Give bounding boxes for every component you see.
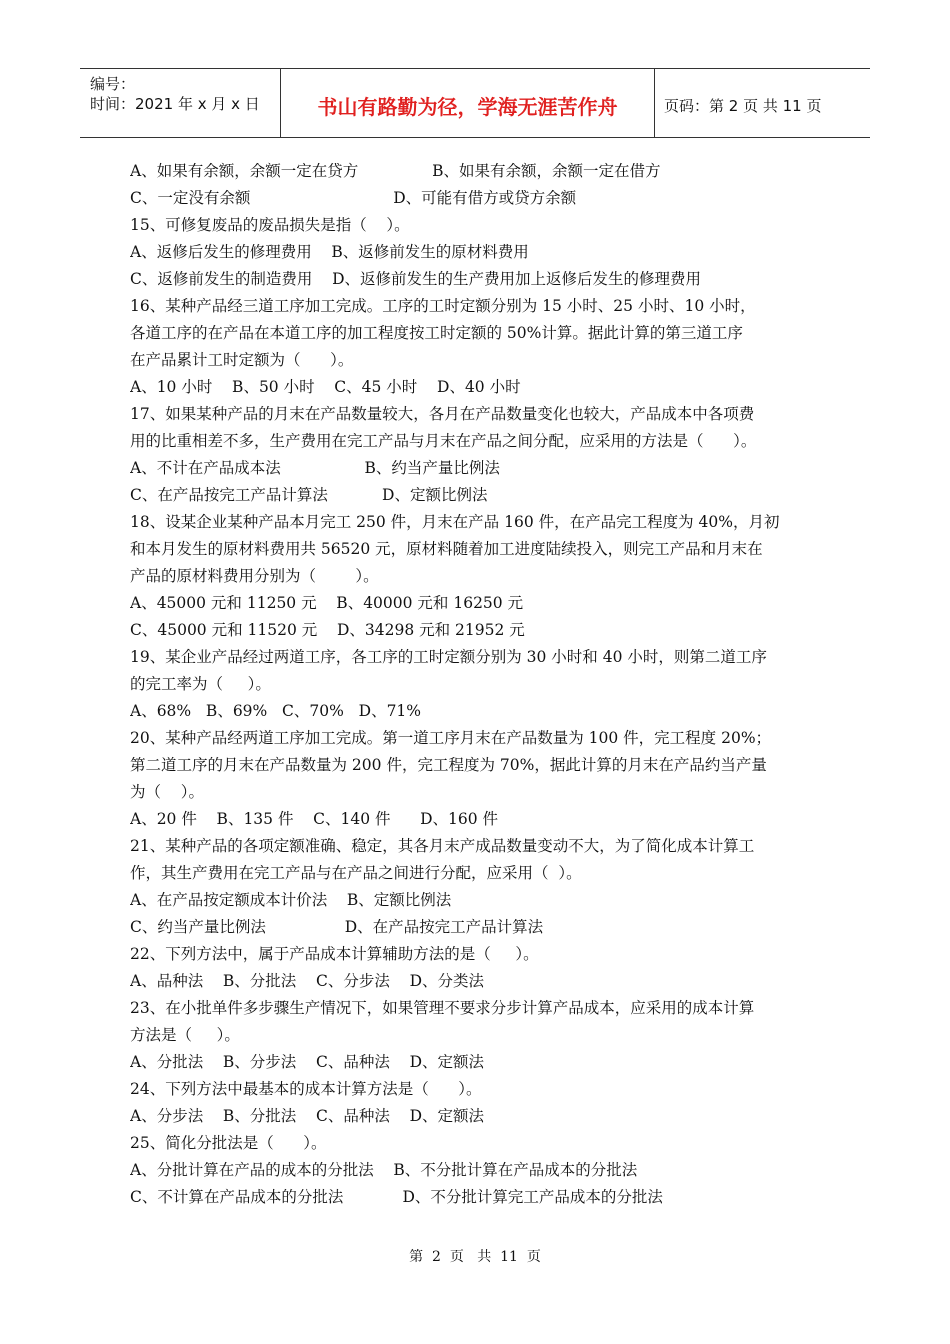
text-line: C、一定没有余额 D、可能有借方或贷方余额 xyxy=(130,189,577,207)
page-info: 页码：第 2 页 共 11 页 xyxy=(664,97,822,115)
header-left-cell xyxy=(80,69,280,137)
text-line: 第二道工序的月末在产品数量为 200 件，完工程度为 70%，据此计算的月末在产品约当产量 xyxy=(130,756,767,774)
text-line: C、45000 元和 11520 元 D、34298 元和 21952 元 xyxy=(130,621,525,639)
text-line: A、10 小时 B、50 小时 C、45 小时 D、40 小时 xyxy=(130,378,521,396)
text-line: 用的比重相差不多，生产费用在完工产品与月末在产品之间分配，应采用的方法是（ ）。 xyxy=(130,432,757,450)
number-label: 编号： xyxy=(90,75,136,93)
text-line: 22、下列方法中，属于产品成本计算辅助方法的是（ ）。 xyxy=(130,945,539,963)
text-line: A、分批计算在产品的成本的分批法 B、不分批计算在产品成本的分批法 xyxy=(130,1161,638,1179)
text-line: A、68% B、69% C、70% D、71% xyxy=(130,702,422,720)
text-line: 24、下列方法中最基本的成本计算方法是（ ）。 xyxy=(130,1080,482,1098)
text-line: 19、某企业产品经过两道工序，各工序的工时定额分别为 30 小时和 40 小时，则第二道工序 xyxy=(130,648,767,666)
header-right-cell xyxy=(654,69,870,137)
text-line: C、在产品按完工产品计算法 D、定额比例法 xyxy=(130,486,488,504)
text-line: A、20 件 B、135 件 C、140 件 D、160 件 xyxy=(130,810,499,828)
text-line: 21、某种产品的各项定额准确、稳定，其各月末产成品数量变动不大，为了简化成本计算工 xyxy=(130,837,755,855)
text-line: C、约当产量比例法 D、在产品按完工产品计算法 xyxy=(130,918,544,936)
text-line: A、品种法 B、分批法 C、分步法 D、分类法 xyxy=(130,972,484,990)
text-line: 在产品累计工时定额为（ ）。 xyxy=(130,351,354,369)
text-line: 作，其生产费用在完工产品与在产品之间进行分配，应采用（ ）。 xyxy=(130,864,582,882)
text-line: 的完工率为（ ）。 xyxy=(130,675,271,693)
text-line: 25、简化分批法是（ ）。 xyxy=(130,1134,327,1152)
text-line: A、不计在产品成本法 B、约当产量比例法 xyxy=(130,459,500,477)
text-line: A、分批法 B、分步法 C、品种法 D、定额法 xyxy=(130,1053,484,1071)
text-line: 方法是（ ）。 xyxy=(130,1026,240,1044)
header-middle-cell xyxy=(280,69,655,137)
text-line: 20、某种产品经两道工序加工完成。第一道工序月末在产品数量为 100 件，完工程度 20%； xyxy=(130,729,772,747)
text-line: 17、如果某种产品的月末在产品数量较大，各月在产品数量变化也较大，产品成本中各项费 xyxy=(130,405,755,423)
text-line: A、在产品按定额成本计价法 B、定额比例法 xyxy=(130,891,452,909)
text-line: C、不计算在产品成本的分批法 D、不分批计算完工产品成本的分批法 xyxy=(130,1188,663,1206)
page-footer: 第 2 页 共 11 页 xyxy=(409,1249,541,1265)
text-line: A、返修后发生的修理费用 B、返修前发生的原材料费用 xyxy=(130,243,529,261)
text-line: A、如果有余额，余额一定在贷方 B、如果有余额，余额一定在借方 xyxy=(130,162,661,180)
text-line: 和本月发生的原材料费用共 56520 元，原材料随着加工进度陆续投入，则完工产品和月末在 xyxy=(130,540,763,558)
text-line: A、45000 元和 11250 元 B、40000 元和 16250 元 xyxy=(130,594,524,612)
question-content xyxy=(130,158,820,1211)
text-line: 为（ ）。 xyxy=(130,783,204,801)
text-line: 18、设某企业某种产品本月完工 250 件，月末在产品 160 件，在产品完工程度为 40%，月初 xyxy=(130,513,780,531)
date-line: 时间：2021 年 x 月 x 日 xyxy=(90,95,260,113)
text-line: 16、某种产品经三道工序加工完成。工序的工时定额分别为 15 小时、25 小时、10 小时， xyxy=(130,297,756,315)
motto: 书山有路勤为径，学海无涯苦作舟 xyxy=(317,95,618,119)
page-header xyxy=(80,68,870,138)
text-line: 15、可修复废品的废品损失是指（ ）。 xyxy=(130,216,410,234)
text-line: 各道工序的在产品在本道工序的加工程度按工时定额的 50%计算。据此计算的第三道工序 xyxy=(130,324,743,342)
text-line: C、返修前发生的制造费用 D、返修前发生的生产费用加上返修后发生的修理费用 xyxy=(130,270,701,288)
text-line: A、分步法 B、分批法 C、品种法 D、定额法 xyxy=(130,1107,484,1125)
text-line: 产品的原材料费用分别为（ ）。 xyxy=(130,567,379,585)
text-line: 23、在小批单件多步骤生产情况下，如果管理不要求分步计算产品成本，应采用的成本计算 xyxy=(130,999,755,1017)
